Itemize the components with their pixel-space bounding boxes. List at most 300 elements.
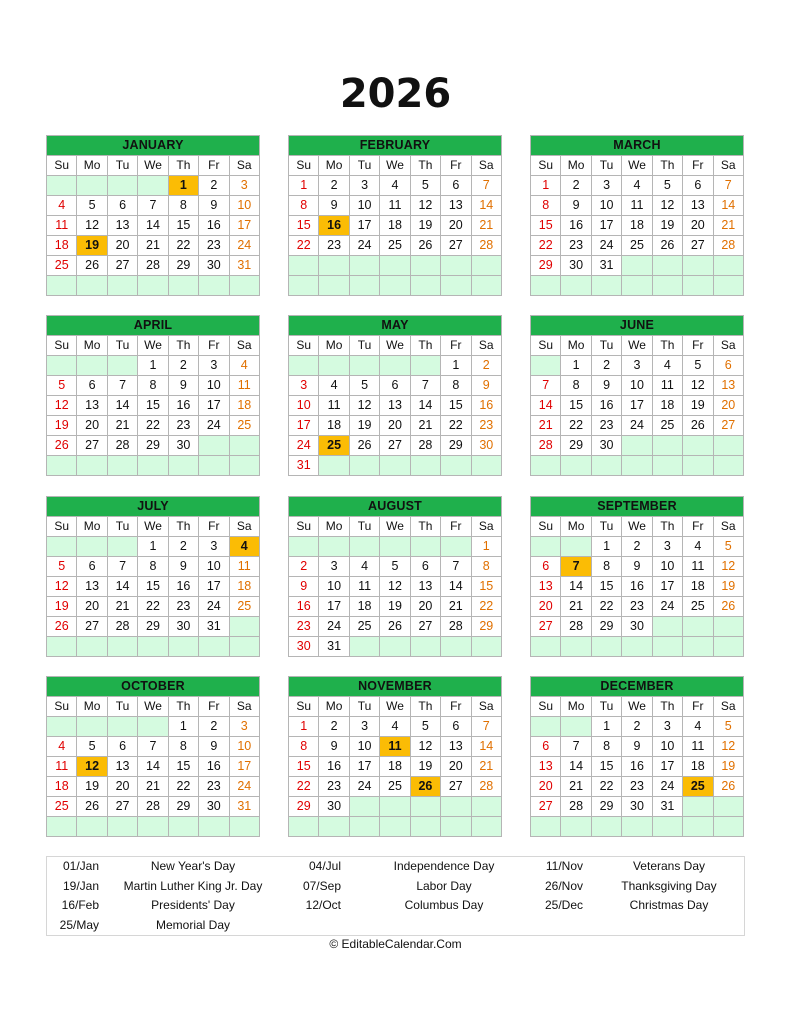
empty-cell — [47, 276, 77, 296]
day-cell: 29 — [168, 797, 198, 817]
weekday-label: Fr — [199, 697, 229, 717]
weekday-label: Fr — [441, 697, 471, 717]
empty-cell — [471, 797, 501, 817]
day-cell: 22 — [591, 597, 621, 617]
day-cell: 27 — [713, 416, 743, 436]
day-cell: 25 — [47, 797, 77, 817]
day-cell: 7 — [107, 557, 137, 577]
day-cell: 7 — [410, 376, 440, 396]
weekday-label: Th — [410, 697, 440, 717]
empty-cell — [683, 797, 713, 817]
day-cell: 21 — [107, 597, 137, 617]
day-cell: 19 — [349, 416, 379, 436]
day-cell: 14 — [471, 737, 501, 757]
day-cell: 29 — [168, 256, 198, 276]
day-cell: 2 — [199, 176, 229, 196]
month-table — [530, 496, 744, 657]
day-cell: 11 — [622, 196, 652, 216]
day-cell: 26 — [713, 777, 743, 797]
day-cell: 8 — [471, 557, 501, 577]
weekday-label: Sa — [471, 517, 501, 537]
day-cell: 24 — [229, 236, 259, 256]
weekday-label: Fr — [199, 517, 229, 537]
empty-cell — [229, 276, 259, 296]
month-name: JULY — [47, 497, 260, 517]
weekday-label: Th — [168, 517, 198, 537]
empty-cell — [531, 817, 561, 837]
holiday-date: 19/Jan — [62, 878, 99, 893]
day-cell: 11 — [380, 196, 410, 216]
weekday-label: Mo — [319, 156, 349, 176]
empty-cell — [138, 817, 168, 837]
day-cell: 30 — [199, 256, 229, 276]
empty-cell — [471, 256, 501, 276]
day-cell: 25 — [380, 236, 410, 256]
weekday-label: Su — [289, 336, 319, 356]
empty-cell — [561, 276, 591, 296]
empty-cell — [47, 817, 77, 837]
day-cell: 11 — [683, 557, 713, 577]
day-cell: 10 — [652, 557, 682, 577]
day-cell: 15 — [168, 757, 198, 777]
weekday-label: We — [380, 336, 410, 356]
month-february — [288, 135, 502, 296]
day-cell: 24 — [652, 597, 682, 617]
holiday-day-cell: 26 — [410, 777, 440, 797]
weekday-label: Tu — [349, 517, 379, 537]
day-cell: 5 — [410, 717, 440, 737]
weekday-label: Mo — [77, 517, 107, 537]
day-cell: 22 — [591, 777, 621, 797]
day-cell: 11 — [229, 376, 259, 396]
day-cell: 9 — [622, 557, 652, 577]
day-cell: 23 — [319, 236, 349, 256]
weekday-label: Tu — [107, 156, 137, 176]
empty-cell — [199, 817, 229, 837]
day-cell: 7 — [531, 376, 561, 396]
day-cell: 17 — [591, 216, 621, 236]
day-cell: 6 — [683, 176, 713, 196]
weekday-label: Su — [289, 517, 319, 537]
day-cell: 19 — [380, 597, 410, 617]
weekday-label: Tu — [591, 517, 621, 537]
weekday-label: Sa — [471, 156, 501, 176]
weekday-label: Th — [168, 156, 198, 176]
empty-cell — [652, 436, 682, 456]
day-cell: 15 — [289, 216, 319, 236]
empty-cell — [622, 256, 652, 276]
day-cell: 31 — [199, 617, 229, 637]
day-cell: 27 — [531, 797, 561, 817]
day-cell: 9 — [319, 196, 349, 216]
month-name: OCTOBER — [47, 677, 260, 697]
day-cell: 15 — [441, 396, 471, 416]
day-cell: 21 — [561, 777, 591, 797]
day-cell: 29 — [441, 436, 471, 456]
weekday-label: Su — [531, 336, 561, 356]
empty-cell — [199, 276, 229, 296]
weekday-label: We — [380, 156, 410, 176]
empty-cell — [380, 456, 410, 476]
day-cell: 26 — [713, 597, 743, 617]
holiday-name: Columbus Day — [404, 898, 484, 912]
day-cell: 23 — [591, 416, 621, 436]
day-cell: 21 — [471, 757, 501, 777]
day-cell: 18 — [349, 597, 379, 617]
empty-cell — [380, 537, 410, 557]
day-cell: 26 — [349, 436, 379, 456]
weekday-label: Th — [652, 156, 682, 176]
holiday-day-cell: 19 — [77, 236, 107, 256]
weekday-label: Fr — [199, 336, 229, 356]
holiday-day-cell: 25 — [683, 777, 713, 797]
day-cell: 8 — [138, 557, 168, 577]
day-cell: 3 — [622, 356, 652, 376]
day-cell: 11 — [319, 396, 349, 416]
day-cell: 16 — [591, 396, 621, 416]
empty-cell — [622, 276, 652, 296]
empty-cell — [229, 617, 259, 637]
empty-cell — [138, 176, 168, 196]
weekday-label: Su — [289, 156, 319, 176]
day-cell: 19 — [47, 416, 77, 436]
day-cell: 2 — [471, 356, 501, 376]
day-cell: 2 — [561, 176, 591, 196]
day-cell: 19 — [410, 757, 440, 777]
day-cell: 17 — [349, 757, 379, 777]
month-name: SEPTEMBER — [531, 497, 744, 517]
day-cell: 16 — [471, 396, 501, 416]
day-cell: 5 — [380, 557, 410, 577]
day-cell: 28 — [713, 236, 743, 256]
day-cell: 18 — [229, 396, 259, 416]
empty-cell — [229, 637, 259, 657]
empty-cell — [77, 176, 107, 196]
empty-cell — [138, 717, 168, 737]
empty-cell — [683, 456, 713, 476]
day-cell: 10 — [349, 196, 379, 216]
day-cell: 17 — [199, 577, 229, 597]
month-january — [46, 135, 260, 296]
weekday-label: Fr — [683, 156, 713, 176]
day-cell: 13 — [441, 737, 471, 757]
day-cell: 28 — [561, 797, 591, 817]
day-cell: 15 — [138, 396, 168, 416]
empty-cell — [168, 817, 198, 837]
month-name: MARCH — [531, 136, 744, 156]
day-cell: 17 — [199, 396, 229, 416]
month-table — [46, 676, 260, 837]
day-cell: 24 — [199, 416, 229, 436]
day-cell: 18 — [229, 577, 259, 597]
day-cell: 9 — [319, 737, 349, 757]
empty-cell — [289, 276, 319, 296]
weekday-label: Sa — [713, 156, 743, 176]
day-cell: 12 — [713, 737, 743, 757]
holiday-day-cell: 7 — [561, 557, 591, 577]
empty-cell — [77, 817, 107, 837]
empty-cell — [349, 537, 379, 557]
month-november — [288, 676, 502, 837]
day-cell: 18 — [319, 416, 349, 436]
day-cell: 13 — [410, 577, 440, 597]
day-cell: 8 — [289, 196, 319, 216]
day-cell: 28 — [138, 256, 168, 276]
day-cell: 20 — [683, 216, 713, 236]
empty-cell — [713, 436, 743, 456]
day-cell: 3 — [319, 557, 349, 577]
day-cell: 28 — [441, 617, 471, 637]
empty-cell — [47, 717, 77, 737]
day-cell: 1 — [591, 717, 621, 737]
day-cell: 26 — [683, 416, 713, 436]
empty-cell — [380, 817, 410, 837]
day-cell: 29 — [531, 256, 561, 276]
empty-cell — [107, 356, 137, 376]
weekday-label: Mo — [319, 697, 349, 717]
day-cell: 20 — [380, 416, 410, 436]
empty-cell — [319, 817, 349, 837]
day-cell: 11 — [652, 376, 682, 396]
empty-cell — [713, 617, 743, 637]
empty-cell — [380, 797, 410, 817]
day-cell: 8 — [531, 196, 561, 216]
day-cell: 21 — [410, 416, 440, 436]
month-december — [530, 676, 744, 837]
day-cell: 27 — [531, 617, 561, 637]
day-cell: 21 — [713, 216, 743, 236]
footer-credit: © EditableCalendar.Com — [329, 937, 462, 951]
empty-cell — [107, 537, 137, 557]
weekday-label: Sa — [471, 697, 501, 717]
day-cell: 21 — [441, 597, 471, 617]
empty-cell — [289, 817, 319, 837]
holiday-date: 25/May — [59, 917, 99, 932]
day-cell: 6 — [441, 717, 471, 737]
day-cell: 20 — [410, 597, 440, 617]
day-cell: 13 — [713, 376, 743, 396]
day-cell: 13 — [531, 577, 561, 597]
empty-cell — [168, 637, 198, 657]
day-cell: 4 — [652, 356, 682, 376]
day-cell: 28 — [531, 436, 561, 456]
day-cell: 23 — [168, 597, 198, 617]
empty-cell — [622, 436, 652, 456]
day-cell: 19 — [652, 216, 682, 236]
day-cell: 20 — [713, 396, 743, 416]
weekday-label: Fr — [441, 517, 471, 537]
holiday-date: 07/Sep — [302, 878, 341, 893]
empty-cell — [138, 276, 168, 296]
empty-cell — [441, 537, 471, 557]
day-cell: 26 — [410, 236, 440, 256]
day-cell: 31 — [229, 256, 259, 276]
day-cell: 24 — [229, 777, 259, 797]
day-cell: 5 — [349, 376, 379, 396]
weekday-label: Sa — [229, 517, 259, 537]
empty-cell — [622, 456, 652, 476]
empty-cell — [410, 797, 440, 817]
day-cell: 1 — [289, 176, 319, 196]
day-cell: 30 — [622, 797, 652, 817]
holiday-name: Presidents' Day — [151, 898, 235, 912]
day-cell: 17 — [289, 416, 319, 436]
empty-cell — [77, 537, 107, 557]
empty-cell — [47, 537, 77, 557]
month-table — [288, 315, 502, 476]
empty-cell — [349, 817, 379, 837]
empty-cell — [713, 797, 743, 817]
weekday-label: We — [380, 697, 410, 717]
holiday-day-cell: 4 — [229, 537, 259, 557]
day-cell: 7 — [138, 196, 168, 216]
weekday-label: Su — [47, 336, 77, 356]
empty-cell — [77, 276, 107, 296]
weekday-label: Tu — [591, 336, 621, 356]
weekday-label: Su — [47, 517, 77, 537]
day-cell: 23 — [471, 416, 501, 436]
day-cell: 5 — [652, 176, 682, 196]
weekday-label: Su — [531, 156, 561, 176]
day-cell: 23 — [622, 777, 652, 797]
empty-cell — [531, 276, 561, 296]
day-cell: 21 — [138, 777, 168, 797]
day-cell: 24 — [319, 617, 349, 637]
empty-cell — [531, 637, 561, 657]
day-cell: 14 — [138, 216, 168, 236]
weekday-label: We — [622, 517, 652, 537]
day-cell: 16 — [622, 757, 652, 777]
empty-cell — [652, 456, 682, 476]
day-cell: 18 — [380, 757, 410, 777]
holiday-row — [289, 877, 529, 897]
empty-cell — [349, 637, 379, 657]
empty-cell — [229, 456, 259, 476]
holiday-row — [531, 877, 743, 897]
weekday-label: Th — [652, 517, 682, 537]
month-name: JUNE — [531, 316, 744, 336]
empty-cell — [199, 436, 229, 456]
empty-cell — [652, 817, 682, 837]
month-name: FEBRUARY — [289, 136, 502, 156]
day-cell: 27 — [77, 436, 107, 456]
empty-cell — [289, 256, 319, 276]
day-cell: 5 — [47, 376, 77, 396]
day-cell: 30 — [199, 797, 229, 817]
day-cell: 13 — [683, 196, 713, 216]
weekday-label: Su — [47, 697, 77, 717]
day-cell: 1 — [138, 356, 168, 376]
weekday-label: Th — [410, 517, 440, 537]
day-cell: 10 — [289, 396, 319, 416]
weekday-label: Sa — [713, 336, 743, 356]
holiday-day-cell: 11 — [380, 737, 410, 757]
weekday-label: Th — [410, 336, 440, 356]
day-cell: 31 — [289, 456, 319, 476]
empty-cell — [107, 637, 137, 657]
day-cell: 5 — [713, 717, 743, 737]
month-table — [288, 135, 502, 296]
day-cell: 21 — [138, 236, 168, 256]
day-cell: 22 — [168, 777, 198, 797]
empty-cell — [561, 717, 591, 737]
empty-cell — [410, 256, 440, 276]
day-cell: 22 — [168, 236, 198, 256]
weekday-label: Mo — [319, 517, 349, 537]
day-cell: 12 — [77, 216, 107, 236]
day-cell: 19 — [713, 757, 743, 777]
empty-cell — [138, 637, 168, 657]
holiday-date: 12/Oct — [305, 898, 341, 912]
day-cell: 29 — [289, 797, 319, 817]
weekday-label: Sa — [229, 156, 259, 176]
empty-cell — [531, 537, 561, 557]
weekday-label: Mo — [561, 336, 591, 356]
day-cell: 18 — [683, 757, 713, 777]
day-cell: 23 — [319, 777, 349, 797]
day-cell: 22 — [289, 236, 319, 256]
weekday-label: Fr — [199, 156, 229, 176]
day-cell: 17 — [229, 757, 259, 777]
empty-cell — [349, 356, 379, 376]
day-cell: 17 — [229, 216, 259, 236]
weekday-label: Fr — [441, 336, 471, 356]
month-october — [46, 676, 260, 837]
empty-cell — [471, 817, 501, 837]
day-cell: 6 — [77, 376, 107, 396]
day-cell: 10 — [229, 196, 259, 216]
day-cell: 20 — [441, 216, 471, 236]
empty-cell — [713, 817, 743, 837]
empty-cell — [441, 456, 471, 476]
day-cell: 4 — [380, 176, 410, 196]
day-cell: 15 — [591, 757, 621, 777]
empty-cell — [652, 637, 682, 657]
day-cell: 3 — [229, 176, 259, 196]
day-cell: 16 — [168, 396, 198, 416]
empty-cell — [652, 617, 682, 637]
day-cell: 17 — [652, 757, 682, 777]
month-name: MAY — [289, 316, 502, 336]
empty-cell — [319, 537, 349, 557]
day-cell: 16 — [622, 577, 652, 597]
day-cell: 3 — [199, 356, 229, 376]
weekday-label: Fr — [441, 156, 471, 176]
empty-cell — [622, 637, 652, 657]
day-cell: 9 — [622, 737, 652, 757]
empty-cell — [349, 797, 379, 817]
empty-cell — [319, 256, 349, 276]
day-cell: 16 — [168, 577, 198, 597]
holiday-day-cell: 25 — [319, 436, 349, 456]
day-cell: 6 — [531, 557, 561, 577]
day-cell: 14 — [107, 396, 137, 416]
day-cell: 4 — [622, 176, 652, 196]
day-cell: 29 — [561, 436, 591, 456]
holiday-list — [46, 856, 745, 936]
day-cell: 14 — [410, 396, 440, 416]
weekday-label: Tu — [349, 336, 379, 356]
empty-cell — [441, 637, 471, 657]
empty-cell — [380, 276, 410, 296]
day-cell: 1 — [168, 717, 198, 737]
month-may — [288, 315, 502, 476]
holiday-name: Thanksgiving Day — [621, 878, 717, 893]
holiday-date: 25/Dec — [544, 898, 583, 912]
day-cell: 9 — [471, 376, 501, 396]
month-march — [530, 135, 744, 296]
day-cell: 19 — [47, 597, 77, 617]
